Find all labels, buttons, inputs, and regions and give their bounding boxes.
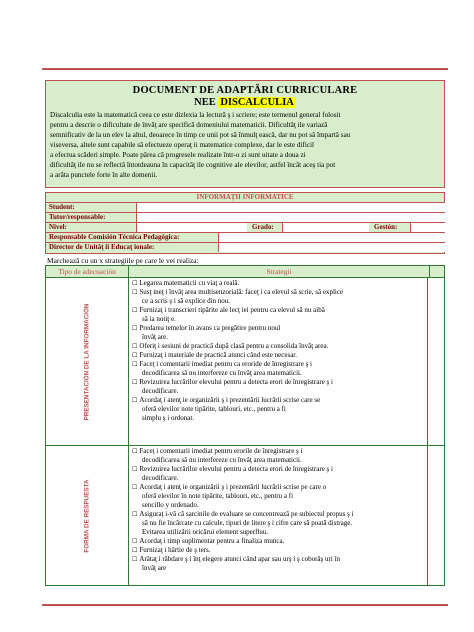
tutor-row (46, 213, 444, 223)
intro-line: Discalculia este la matematică ceea ce este dizlexia la lectură ş i scriere; este termenul general folosit (50, 111, 341, 119)
section-presentation (46, 278, 444, 446)
top-divider (42, 68, 448, 70)
strategy-item-continuation (132, 519, 428, 528)
geston-field[interactable] (410, 223, 446, 232)
strategy-text: învăţ are. (142, 333, 169, 341)
intro-line: viseversa, altele sunt capabile să efectueze operaţ ii matematice complexe, dar le este dificil (50, 141, 315, 149)
checkbox-icon[interactable]: ☐ (132, 466, 138, 473)
checkbox-icon[interactable]: ☐ (132, 538, 138, 545)
intro-line: pentru a descrie o dificultate de învăţ are specifică domeniului matematicii. Dificultăţ ile variază (50, 121, 328, 129)
strategy-text: Revizuirea lucrărilor elevului pentru a detecta erori de înregistrare ş i (139, 378, 333, 386)
document-header (45, 80, 445, 188)
strategy-item (132, 306, 428, 315)
strategy-text: simplu ş i ordonat. (142, 414, 195, 422)
strategy-item-continuation (132, 387, 428, 396)
strategy-text: oferă elevilor note tipărite, tablouri, etc., pentru a fi (142, 405, 286, 413)
col-strategies-header: Strategii (266, 267, 292, 276)
checkbox-icon[interactable]: ☐ (132, 325, 138, 332)
instruction-text: Marchează cu un x strategiile pe care le vei realiza: (47, 256, 199, 265)
strategy-item-continuation (132, 297, 428, 306)
strategy-item (132, 396, 428, 405)
checkbox-icon[interactable]: ☐ (132, 484, 138, 491)
director-row (46, 243, 444, 252)
strategy-item-continuation (132, 369, 428, 378)
document-subtitle (46, 97, 444, 108)
strategy-item (132, 324, 428, 333)
checkbox-icon[interactable]: ☐ (132, 343, 138, 350)
intro-line: a efectua scăderi simple. Poate părea că progresele realizate într-o zi sunt uitate a doua zi (50, 151, 306, 159)
check-column (427, 278, 444, 445)
info-form (45, 192, 445, 254)
table-header (46, 266, 444, 278)
strategy-text: Furnizaţ i hârtie de ş ters. (139, 546, 211, 554)
col-type-header: Tipo de adecuación (46, 266, 129, 277)
strategy-text: ce a scris ş i să explice din nou. (142, 297, 231, 305)
bottom-divider (42, 604, 448, 606)
strategy-item-continuation (132, 315, 428, 324)
strategy-text: Arătaţ i răbdare ş i înţ elegere atunci când apar sau urş i ş coborâş uri în (139, 555, 340, 563)
comision-row (46, 233, 444, 243)
nivel-field[interactable] (136, 223, 247, 232)
strategy-item-continuation (132, 414, 428, 423)
tutor-field[interactable] (136, 213, 446, 222)
checkbox-icon[interactable]: ☐ (132, 556, 138, 563)
strategy-item (132, 288, 428, 297)
intro-line: semnificativ de la un elev la altul, deoarece în timp ce unii pot să înmulţ ească, dar nu pot să împartă sau (50, 131, 351, 139)
strategy-item (132, 378, 428, 387)
strategy-item-continuation (132, 564, 428, 573)
strategy-list (132, 447, 428, 573)
strategy-text: Acordaţ i timp suplimentar pentru a finaliza munca. (139, 537, 285, 545)
strategy-text: Furnizaţ i transcrieri tipărite ale lecţ iei pentru ca elevul să nu aibă (139, 306, 325, 314)
intro-line: a arăta punctele forte în alte domenii. (50, 171, 158, 179)
director-field[interactable] (218, 243, 446, 252)
check-column (427, 446, 444, 585)
strategy-item-continuation (132, 492, 428, 501)
strategy-item (132, 360, 428, 369)
strategy-text: Faceţ i comentarii imediat pentru erorile de înregistrare ş i (139, 447, 303, 455)
section-label: FORMA DE RESPUESTA (83, 478, 91, 553)
strategy-text: Revizuirea lucrărilor elevului pentru a detecta erori de înregistrare ş i (139, 465, 333, 473)
nivel-row (46, 223, 444, 233)
strategy-item (132, 537, 428, 546)
info-title: INFORMAŢII INFORMATICE (46, 193, 444, 203)
director-label: Director de Unităţ ii Educaţ ionale: (49, 243, 155, 251)
strategy-item-continuation (132, 333, 428, 342)
strategy-item-continuation (132, 501, 428, 510)
student-label: Student: (49, 203, 75, 211)
grado-label: Grado: (252, 223, 274, 231)
grado-field[interactable] (282, 223, 369, 232)
strategy-item (132, 546, 428, 555)
strategy-text: învăţ are (142, 564, 167, 572)
strategy-text: Legarea matematicii cu viaţ a reală. (139, 279, 240, 287)
strategy-text: oferă elevilor în note tipărite, tablouri, etc., pentru a fi (142, 492, 294, 500)
strategy-text: Evitarea utilizării oricărui element superfluu. (142, 528, 269, 536)
checkbox-icon[interactable]: ☐ (132, 280, 138, 287)
checkbox-icon[interactable]: ☐ (132, 352, 138, 359)
checkbox-icon[interactable]: ☐ (132, 448, 138, 455)
comision-label: Responsable Comisión Técnica Pedagógica: (49, 233, 180, 241)
strategy-item-continuation (132, 456, 428, 465)
strategy-text: sencillo y ordenado. (142, 501, 199, 509)
intro-paragraph (50, 110, 440, 180)
strategy-text: decodificare. (142, 474, 179, 482)
strategy-item (132, 279, 428, 288)
strategy-item (132, 351, 428, 360)
checkbox-icon[interactable]: ☐ (132, 511, 138, 518)
strategy-text: Furnizaţ i materiale de practică atunci când este necesar. (139, 351, 298, 359)
strategy-text: decodificare. (142, 387, 179, 395)
strategy-item (132, 465, 428, 474)
geston-label: Gestón: (374, 223, 398, 231)
checkbox-icon[interactable]: ☐ (132, 379, 138, 386)
strategy-item (132, 510, 428, 519)
subtitle-highlight: DISCALCULIA (220, 97, 294, 108)
strategy-text: Acordaţ i atenţ ie organizării ş i prezentării lucrării scrise care se (139, 396, 321, 404)
comision-field[interactable] (218, 233, 446, 242)
strategy-text: să ia notiţ e. (142, 315, 176, 323)
student-field[interactable] (136, 203, 446, 212)
strategy-text: Oferiţ i sesiuni de practică după clasă pentru a consolida învăţ area. (139, 342, 329, 350)
strategy-text: decodificarea să nu interfereze cu învăţ area matematicii. (142, 456, 302, 464)
checkbox-icon[interactable]: ☐ (132, 547, 138, 554)
intro-line: dificultăţ ile nu se reflectă întotdeauna în capacităţ ile cognitive ale elevilor, astfel încât aceş tia pot (50, 161, 336, 169)
strategy-item (132, 483, 428, 492)
col-check-header (429, 266, 446, 277)
checkbox-icon[interactable]: ☐ (132, 289, 138, 296)
checkbox-icon[interactable]: ☐ (132, 397, 138, 404)
strategy-text: decodificarea să nu interfereze cu învăţ area matematicii. (142, 369, 302, 377)
document-title: DOCUMENT DE ADAPTĂRI CURRICULARE (132, 85, 358, 96)
strategy-text: Faceţ i comentarii imediat pentru ca eroride de înregistrare ş i (139, 360, 312, 368)
strategy-item (132, 447, 428, 456)
section-label-cell (46, 278, 129, 445)
strategy-item-continuation (132, 405, 428, 414)
strategy-item (132, 555, 428, 564)
strategy-text: Asiguraţ i-vă că sarcinile de evaluare se concentrează pe subiectul propus ş i (139, 510, 354, 518)
strategy-text: Acordaţ i atenţ ie organizării ş i prezentării lucrării scrise pe care o (139, 483, 327, 491)
strategy-item-continuation (132, 474, 428, 483)
checkbox-icon[interactable]: ☐ (132, 361, 138, 368)
strategy-text: Predarea temelor în avans ca pregătire pentru noul (139, 324, 281, 332)
checkbox-icon[interactable]: ☐ (132, 307, 138, 314)
nivel-label: Nivel: (49, 223, 67, 231)
strategy-text: să nu fie încărcate cu calcule, tipuri de litere ş i cifre care să poată distrage. (142, 519, 353, 527)
strategy-text: Susţ ineţ i învăţ area multisenzorială: faceţ i ca elevul să scrie, să explice (139, 288, 344, 296)
subtitle-prefix: NEE (194, 97, 216, 108)
strategies-table (45, 265, 445, 586)
section-label-cell (46, 446, 129, 585)
student-row (46, 203, 444, 213)
strategy-item (132, 342, 428, 351)
strategy-list (132, 279, 428, 423)
section-response (46, 446, 444, 585)
section-label: PRESENTACIÓN DE LA INFORMACIÓN (83, 303, 91, 420)
strategy-item-continuation (132, 528, 428, 537)
tutor-label: Tutor/responsable: (49, 213, 106, 221)
